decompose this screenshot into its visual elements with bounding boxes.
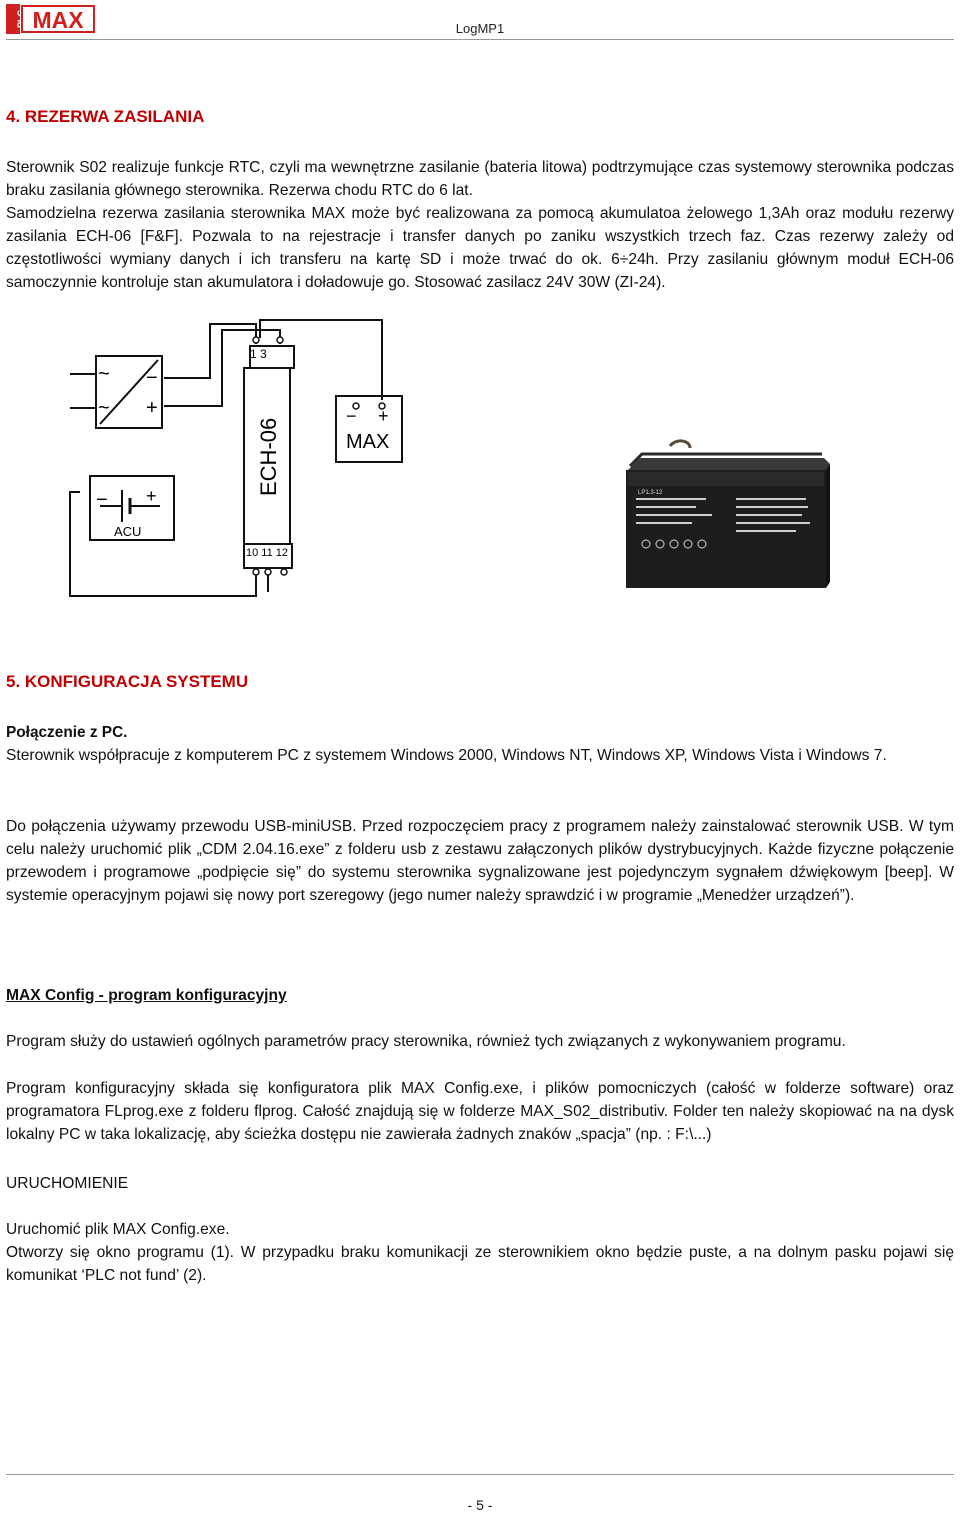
subheading-pc-connection: Połączenie z PC. <box>6 724 128 741</box>
module-label: ECH-06 <box>256 417 281 496</box>
header-title: LogMP1 <box>455 21 505 36</box>
max-plus: + <box>378 406 389 426</box>
max-minus: − <box>346 406 357 426</box>
paragraph-reserve: Samodzielna rezerwa zasilania sterownika MAX może być realizowana za pomocą akumulatoa żelowego 1,3Ah oraz modułu rezerwy zasilania ECH-06 [F&F]. Pozwala to na rejestracje i transfer danych po zaniku wszystkich trzech faz. Czas rezerwy zależy od częstotliwości wymiany danych i ich transferu na kartę SD i może trwać do ok. 6÷24h. Przy zasilaniu głównym moduł ECH-06 samoczynnie kontroluje stan akumulatora i doładowuje go. Stosować zasilacz 24V 30W (ZI-24). <box>6 205 954 291</box>
psu-plus: + <box>146 397 158 419</box>
paragraph-maxconfig-purpose: Program służy do ustawień ogólnych parametrów pracy sterownika, również tych związanych z wykonywaniem programu. <box>6 1033 846 1050</box>
wiring-diagram <box>60 316 420 606</box>
battery-photo <box>616 436 938 592</box>
paragraph-run-line1: Uruchomić plik MAX Config.exe. <box>6 1221 230 1238</box>
module-bottom-terminals: 10 11 12 <box>246 547 289 559</box>
max-label: MAX <box>346 431 390 453</box>
footer-rule <box>6 1474 954 1475</box>
paragraph-run-line2: Otworzy się okno programu (1). W przypadku braku komunikacji ze sterownikiem okno będzie puste, a na dolnym pasku pojawi się komunikat ‘PLC not fund’ (2). <box>6 1244 954 1284</box>
acu-plus: + <box>146 486 157 506</box>
psu-ac-symbol-bottom: ~ <box>98 397 110 419</box>
logo-small-text: PLC <box>16 10 26 28</box>
battery-model-label: LP1.3-12 <box>638 490 663 496</box>
section-heading-configuration: 5. KONFIGURACJA SYSTEMU <box>6 672 249 691</box>
run-heading: URUCHOMIENIE <box>6 1175 129 1192</box>
header-rule <box>6 39 954 40</box>
logo-big-text: MAX <box>32 7 84 33</box>
psu-ac-symbol-top: ~ <box>98 363 110 385</box>
paragraph-maxconfig-files: Program konfiguracyjny składa się konfiguratora plik MAX Config.exe, i plików pomocniczych (całość w folderze software) oraz programatora FLprog.exe z folderu flprog. Całość znajdują się w folderze MAX_S02_distributiv. Folder ten należy skopiować na na dysk lokalny PC w taka lokalizację, aby ścieżka dostępu nie zawierała żadnych znaków „spacja” (np. : F:\...) <box>6 1080 954 1143</box>
section-heading-power-reserve: 4. REZERWA ZASILANIA <box>6 107 205 126</box>
acu-minus: − <box>96 489 108 511</box>
paragraph-windows: Sterownik współpracuje z komputerem PC z systemem Windows 2000, Windows NT, Windows XP, Windows Vista i Windows 7. <box>6 747 887 764</box>
maxconfig-heading: MAX Config - program konfiguracyjny <box>6 987 287 1004</box>
paragraph-rtc: Sterownik S02 realizuje funkcje RTC, czyli ma wewnętrzne zasilanie (bateria litowa) podtrzymujące czas systemowy sterownika podczas braku zasilania głównego sterownika. Rezerwa chodu RTC do 6 lat. <box>6 159 954 199</box>
psu-minus: − <box>146 367 158 389</box>
acu-label: ACU <box>114 524 142 539</box>
page-number: - 5 - <box>467 1497 493 1513</box>
paragraph-usb: Do połączenia używamy przewodu USB-miniUSB. Przed rozpoczęciem pracy z programem należy zainstalować sterownik USB. W tym celu należy uruchomić plik „CDM 2.04.16.exe” z folderu usb z zestawu załączonych plików dystrybucyjnych. Każde fizyczne połączenie przewodem i programowe „podpięcie się” do systemu sterownika sygnalizowane jest pojedynczym sygnałem dźwiękowym [beep]. W systemie operacyjnym pojawi się nowy port szeregowy (jego numer należy sprawdzić i w programie „Menedżer urządzeń”). <box>6 818 954 904</box>
module-top-terminals: 1 3 <box>250 347 267 361</box>
